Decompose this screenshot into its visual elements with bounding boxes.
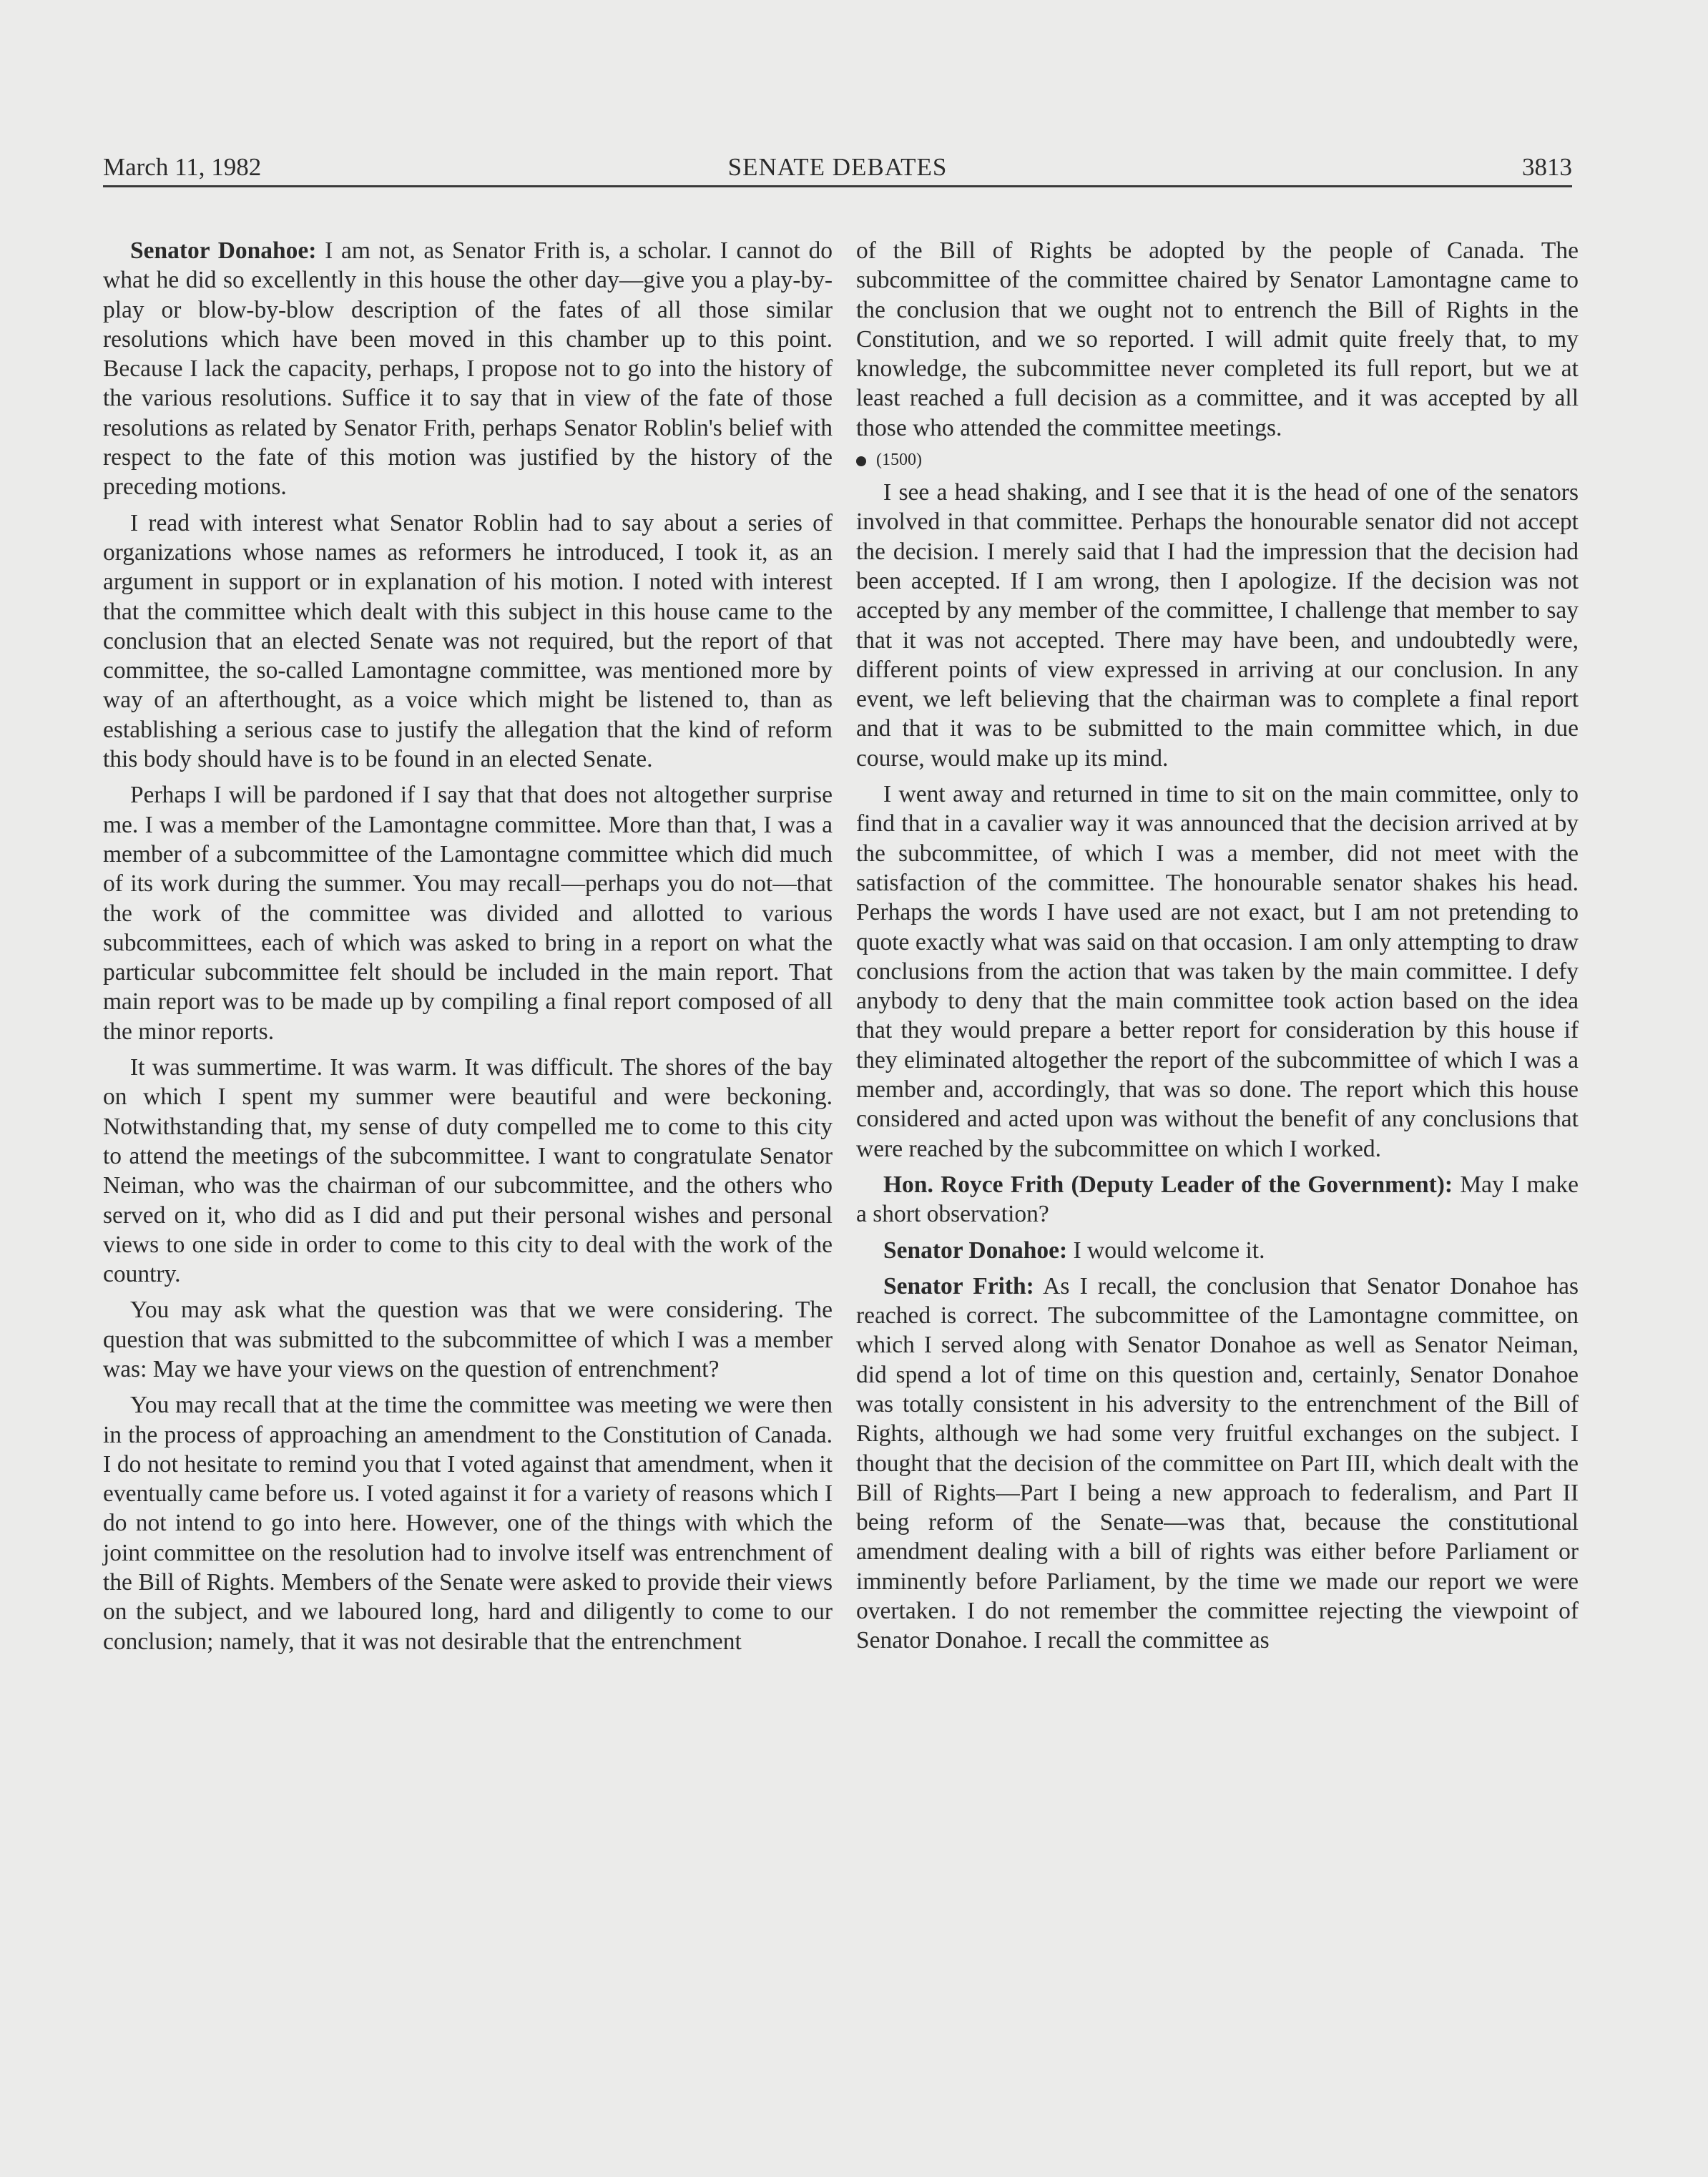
- header-page-number: 3813: [1522, 153, 1572, 181]
- paragraph: [856, 1236, 1579, 1265]
- bullet-icon: [856, 456, 866, 466]
- paragraph-text: May I make a short observation?: [856, 1171, 1579, 1228]
- speaker-name: Hon. Royce Frith (Deputy Leader of the Government):: [883, 1171, 1453, 1198]
- paragraph: You may ask what the question was that we were considering. The question that was submitted to the subcommittee of which I was a member was: May we have your views on the question of entrenchment?: [103, 1297, 833, 1382]
- paragraph-text: I would welcome it.: [1067, 1237, 1265, 1264]
- paragraph: Perhaps I will be pardoned if I say that that does not altogether surprise me. I was a member of the Lamontagne committee. More than that, I was a member of a subcommittee of the Lamontagne committee which did much of its work during the summer. You may recall—perhaps you do not—that the work of the committee was divided and allotted to various subcommittees, each of which was asked to bring in a report on what the particular subcommittee felt should be included in the main report. That main report was to be made up by compiling a final report composed of all the minor reports.: [103, 782, 833, 1045]
- paragraph: I went away and returned in time to sit on the main committee, only to find that in a cavalier way it was announced that the decision arrived at by the subcommittee, of which I was a member, did not meet with the satisfaction of the committee. The honourable senator shakes his head. Perhaps the words I have used are not exact, but I am not pretending to quote exactly what was said on that occasion. I am only attempting to draw conclusions from the action that was taken by the main committee. I defy anybody to deny that the main committee took action based on the idea that they would prepare a better report for consideration by this house if they eliminated altogether the report of the subcommittee of which I was a member and, accordingly, that was so done. The report which this house considered and acted upon was without the benefit of any conclusions that were reached by the subcommittee on which I worked.: [856, 781, 1579, 1162]
- paragraph: You may recall that at the time the committee was meeting we were then in the process of approaching an amendment to the Constitution of Canada. I do not hesitate to remind you that I voted against that amendment, when it eventually came before us. I voted against it for a variety of reasons which I do not intend to go into here. However, one of the things with which the joint committee on the resolution had to involve itself was entrenchment of the Bill of Rights. Members of the Senate were asked to provide their views on the subject, and we laboured long, hard and diligently to come to our conclusion; namely, that it was not desirable that the entrenchment: [103, 1392, 833, 1655]
- right-column: [856, 236, 1579, 1662]
- paragraph: [856, 1170, 1579, 1229]
- paragraph-text: I am not, as Senator Frith is, a scholar. I cannot do what he did so excellently in this house the other day—give you a play-by-play or blow-by-blow description of the fates of all those similar resolutions which have been moved in this chamber up to this point. Because I lack the capacity, perhaps, I propose not to go into the history of the various resolutions. Suffice it to say that in view of the fate of those resolutions as related by Senator Frith, perhaps Senator Roblin's belief with respect to the fate of this motion was justified by the history of the preceding motions.: [103, 237, 833, 501]
- paragraph: of the Bill of Rights be adopted by the people of Canada. The subcommittee of the committee chaired by Senator Lamontagne came to the conclusion that we ought not to entrench the Bill of Rights in the Constitution, and we so reported. I will admit quite freely that, to my knowledge, the subcommittee never completed its full report, but we at least reached a full decision as a committee, and it was accepted by all those who attended the committee meetings.: [856, 237, 1579, 441]
- left-column: [103, 236, 833, 1663]
- header-rule: [103, 185, 1572, 187]
- paragraph: I read with interest what Senator Roblin had to say about a series of organizations whose names as reformers he introduced, I took it, as an argument in support or in explanation of his motion. I noted with interest that the committee which dealt with this subject in this house came to the conclusion that an elected Senate was not required, but the report of that committee, the so-called Lamontagne committee, was mentioned more by way of an afterthought, as a voice which might be listened to, than as establishing a serious case to justify the allegation that the kind of reform this body should have is to be found in an elected Senate.: [103, 509, 833, 773]
- header-date: March 11, 1982: [103, 153, 262, 181]
- paragraph: I see a head shaking, and I see that it is the head of one of the senators involved in that committee. Perhaps the honourable senator did not accept the decision. I merely said that I had the impression that the decision had been accepted. If I am wrong, then I apologize. If the decision was not accepted by any member of the committee, I challenge that member to say that it was not accepted. There may have been, and undoubtedly were, different points of view expressed in arriving at our conclusion. In any event, we left believing that the chairman was to complete a final report and that it was to be submitted to the main committee which, in due course, would make up its mind.: [856, 479, 1579, 772]
- paragraph: [103, 236, 833, 502]
- speaker-name: Senator Frith:: [883, 1272, 1034, 1299]
- time-marker-text: (1500): [876, 451, 922, 470]
- header-title: SENATE DEBATES: [727, 153, 948, 181]
- paragraph-text: As I recall, the conclusion that Senator Donahoe has reached is correct. The subcommittee of the Lamontagne committee, on which I served along with Senator Donahoe as well as Senator Neiman, did spend a lot of time on this question and, certainly, Senator Donahoe was totally consistent in his adversity to the entrenchment of the Bill of Rights, although we had some very fruitful exchanges on the subject. I thought that the decision of the committee on Part III, which dealt with the Bill of Rights—Part I being a new approach to federalism, and Part II being reform of the Senate—was that, because the constitutional amendment dealing with a bill of rights was either before Parliament or imminently before Parliament, by the time we made our report we were overtaken. I do not remember the committee rejecting the viewpoint of Senator Donahoe. I recall the committee as: [856, 1272, 1579, 1654]
- paragraph: [856, 1272, 1579, 1656]
- page-header: [103, 149, 1572, 185]
- time-marker: [856, 449, 1579, 471]
- paragraph: It was summertime. It was warm. It was difficult. The shores of the bay on which I spent my summer were beautiful and were beckoning. Notwithstanding that, my sense of duty compelled me to come to this city to attend the meetings of the subcommittee. I want to congratulate Senator Neiman, who was the chairman of our subcommittee, and the others who served on it, who did as I did and put their personal wishes and personal views to one side in order to come to this city to deal with the work of the country.: [103, 1054, 833, 1288]
- speaker-name: Senator Donahoe:: [883, 1237, 1068, 1264]
- speaker-name: Senator Donahoe:: [130, 237, 317, 264]
